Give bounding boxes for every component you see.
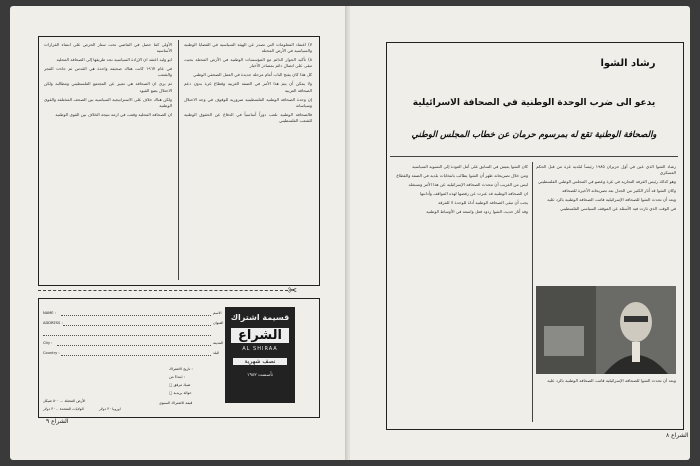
address-label: ADDRESS : — [43, 321, 63, 325]
country-label-ar: البلد — [213, 351, 220, 355]
author-name: رشاد الشوا — [600, 58, 656, 69]
check-option-label: شيك مرفق — [173, 383, 191, 387]
address-input[interactable] — [63, 325, 211, 326]
name-label-ar: الاسم — [213, 311, 222, 315]
price-occupied: الأرض المحتلة ... ٥٠٠ شيكل — [43, 399, 86, 403]
address-label-ar: العنوان — [213, 321, 224, 325]
paragraph: ان الصحافة الوطنية قد عبرت عن رفضها لهذه المواقف وأدانتها — [420, 191, 528, 197]
frequency-badge: نصف شهرية — [233, 358, 287, 365]
scissors-icon: ✂ — [288, 284, 298, 297]
right-page-column-right — [536, 164, 676, 280]
portrait-photo — [536, 286, 676, 374]
headline-divider — [390, 156, 678, 157]
price-usa: الولايات المتحدة .. ٣٠ دولار — [43, 407, 84, 411]
paragraph: وكان الشوا قد أثار الكثير من الجدل بعد تصريحاته الأخيرة للصحافة — [562, 188, 676, 194]
scissors-cut-line — [38, 290, 288, 292]
paragraph: ان الصحافة المحلية وقعت في ازمة نتيجة الخلاف بين القوى الوطنية — [55, 111, 172, 117]
paragraph: رشاد الشوا الذي عين في أول حزيران ١٩٨٥ رئيساً لبلدية غزة من قبل الحكم العسكري — [536, 164, 676, 176]
paragraph: ابو وليد اعتقد ان الإرادة السياسية تجد طريقها إلى الصحافة المحلية — [56, 57, 172, 63]
money-order-option[interactable]: □ حوالة بريدية — [169, 391, 192, 395]
country-label: Country : — [43, 351, 60, 355]
subscription-form — [38, 298, 320, 418]
paragraph: ولكن هناك خلاف على الاستراتيجية السياسية بين الصحف المختلفة والقوى الوطنية — [44, 96, 172, 108]
right-column-divider — [532, 162, 533, 422]
subscription-logo-block — [225, 307, 295, 403]
paragraph: كل هذا كان يفتح الباب أمام مرحلة جديدة في العمل الصحفي الوطني — [193, 72, 312, 78]
subscription-title: قسيمة اشتراك — [230, 313, 290, 322]
paragraph: ثم يرى ان الصحافة هي تعبير عن المجتمع الفلسطيني ومطالبه ولكن الاحتلال يضع القيود — [44, 81, 172, 93]
price-title: قيمة الاشتراك السنوي — [159, 401, 193, 405]
paragraph: وبعد أن تحدث الشوا للصحافة الإسرائيلية قامت الصحافة الوطنية بالرد عليه — [547, 378, 676, 383]
paragraph: وبعد أن تحدث الشوا للصحافة الإسرائيلية قامت الصحافة الوطنية بالرد عليه — [547, 197, 676, 203]
check-option[interactable]: □ شيك مرفق — [169, 383, 191, 387]
paragraph: وقد أثار حديث الشوا ردود فعل واسعة في الأوساط الوطنية — [426, 209, 528, 215]
paragraph: كان الشوا يعيش في السابق على أمل العودة إلى التسوية السياسية — [412, 164, 528, 169]
paragraph: ٨) تأكيد الحوار الدائم مع المؤسسات الوطنية في الأرض المحتلة بحيث تبقى على اتصال دائم بمصادر الأخبار — [184, 57, 312, 69]
start-date-label: ابتداءً من : — [169, 375, 185, 379]
left-page — [10, 6, 347, 460]
portrait-illustration — [536, 286, 676, 374]
paragraph: فالصحافة الوطنية تلعب دوراً أساسياً في الدفاع عن الحقوق الوطنية للشعب الفلسطيني — [184, 111, 312, 123]
subscription-date-label: تاريخ الاشتراك : — [169, 367, 193, 371]
address-input-2[interactable] — [43, 335, 211, 336]
right-page — [350, 6, 690, 460]
paragraph: ٧) اعتماد المعلومات التي تصدر عن الهيئة السياسية في القضايا الوطنية والسياسية في الأرض المحتلة — [184, 42, 312, 54]
right-page-column-bottom — [536, 378, 676, 424]
paragraph: الأولى كما حصل في الماضي تحت ستار الحرص على انتماء القرارات الأساسية — [44, 42, 172, 54]
paragraph: ليس من الغريب أن تتحدث الصحافة الإسرائيلية عن هذا الأمر وتستغله — [408, 182, 528, 188]
paragraph: وهو كذلك رئيس الغرفة التجارية في غزة وعضو في المجلس الوطني الفلسطيني — [537, 179, 676, 185]
logo-english: AL SHIRAA — [242, 346, 278, 352]
founded-text: تأسست ١٩٨٢ — [247, 373, 273, 378]
money-order-option-label: حوالة بريدية — [173, 391, 192, 395]
paragraph: إن وحدة الصحافة الوطنية الفلسطينية ضرورية للوقوف في وجه الاحتلال وسياساته — [184, 96, 312, 108]
left-page-column-right — [184, 42, 312, 278]
country-input[interactable] — [61, 355, 211, 356]
page-number-left: الشراع ٩ — [46, 418, 69, 425]
city-input[interactable] — [57, 345, 211, 346]
headline-main: يدعو الى ضرب الوحدة الوطنية في الصحافة الاسرائيلية — [412, 98, 656, 108]
name-label: NAME : — [43, 311, 56, 315]
city-label-ar: المدينة — [213, 341, 224, 345]
right-page-column-left — [392, 164, 528, 422]
left-column-divider — [178, 40, 179, 280]
price-europe: اوروبا ٣٠ دولار — [99, 407, 121, 411]
paragraph: ومن خلال تصريحاته ظهر أن الشوا يطالب بانتخابات بلدية في الضفة والقطاع — [396, 173, 528, 179]
paragraph: في الوقت الذي ثارت فيه الأسئلة عن الموقف السياسي الفلسطيني — [560, 206, 676, 212]
headline-sub: والصحافة الوطنية تقع له بمرسوم حرمان عن خطاب المجلس الوطني — [411, 130, 657, 140]
page-number-right: الشراع ٨ — [666, 432, 689, 439]
logo-text: الشراع — [231, 328, 289, 343]
left-page-column-left — [44, 42, 172, 278]
city-label: City : — [43, 341, 53, 345]
name-input[interactable] — [61, 315, 211, 316]
paragraph: في عام ١٩٦٧ كانت هناك صحيفة واحدة هي القدس ثم جاءت الفجر والشعب — [44, 66, 172, 78]
paragraph: يجب أن تبقى الصحافة الوطنية أداة للوحدة لا للفرقة — [438, 200, 528, 206]
paragraph: ولا يمكن أن يتم هذا الأمر في الضفة الغربية وقطاع غزة بدون دعم الصحافة العربية — [184, 81, 312, 93]
